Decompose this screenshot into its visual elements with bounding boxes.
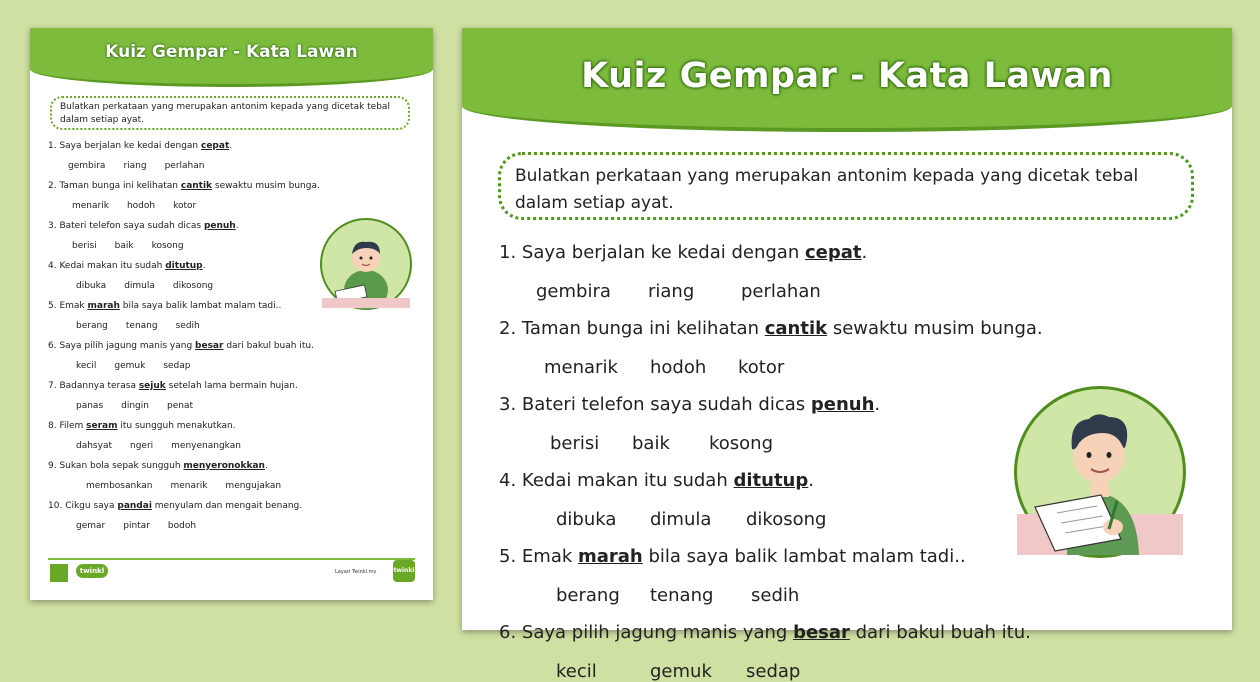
answer-option: riang: [648, 281, 695, 302]
twinkl-logo: twinkl: [76, 564, 108, 578]
question-number: 6.: [48, 341, 60, 351]
sentence-text: Badannya terasa: [59, 381, 139, 391]
answer-option: tenang: [125, 321, 158, 331]
question-number: 3.: [48, 221, 60, 231]
answer-options: [72, 241, 202, 251]
sentence-text: .: [874, 394, 881, 415]
question-sentence: [48, 181, 320, 191]
instruction-box: Bulatkan perkataan yang merupakan antonim kepada yang dicetak tebal dalam setiap ayat.: [498, 152, 1194, 220]
answer-option: riang: [123, 161, 147, 171]
sentence-text: .: [808, 470, 814, 491]
answer-option: gemar: [76, 521, 106, 531]
answer-options: [76, 401, 211, 411]
sentence-text: Taman bunga ini kelihatan: [59, 181, 181, 191]
twinkl-badge-logo: twinkl: [393, 560, 415, 582]
qr-code-icon: [50, 564, 68, 582]
answer-options: [76, 521, 214, 531]
answer-option: penat: [166, 401, 193, 411]
question-sentence: [499, 242, 867, 263]
answer-option: kecil: [556, 661, 597, 682]
sentence-text: .: [229, 141, 233, 151]
answer-option: berisi: [550, 433, 600, 454]
sentence-text: Saya berjalan ke kedai dengan: [521, 242, 805, 263]
bold-keyword: ditutup: [165, 261, 203, 271]
question-sentence: [48, 501, 302, 511]
sentence-text: .: [202, 261, 206, 271]
page-title: Kuiz Gempar - Kata Lawan: [581, 56, 1113, 96]
question-number: 7.: [48, 381, 60, 391]
question-sentence: [499, 318, 1043, 339]
question-number: 1.: [48, 141, 60, 151]
question-number: 5.: [48, 301, 60, 311]
sentence-text: .: [264, 461, 268, 471]
question-sentence: [48, 301, 281, 311]
thumbnail-instruction-box: Bulatkan perkataan yang merupakan antonim kepada yang dicetak tebal dalam setiap ayat.: [50, 96, 410, 130]
question-sentence: [499, 622, 1031, 643]
answer-options: [76, 281, 231, 291]
sentence-text: Bateri telefon saya sudah dicas: [59, 221, 204, 231]
bold-keyword: cantik: [180, 181, 213, 191]
sentence-text: menyulam dan mengait benang.: [151, 501, 303, 511]
sentence-text: Saya pilih jagung manis yang: [59, 341, 196, 351]
question-number: 6.: [499, 622, 522, 643]
sentence-text: bila saya balik lambat malam tadi..: [642, 546, 966, 567]
bold-keyword: besar: [793, 622, 850, 643]
question-number: 5.: [499, 546, 522, 567]
answer-option: menarik: [170, 481, 208, 491]
answer-option: gembira: [68, 161, 106, 171]
sentence-text: Taman bunga ini kelihatan: [521, 318, 765, 339]
answer-option: gembira: [536, 281, 611, 302]
answer-option: berang: [556, 585, 620, 606]
answer-options: [550, 433, 773, 454]
sentence-text: Emak: [521, 546, 578, 567]
footer-site-text: Layari Twinkl.my: [335, 569, 377, 575]
bold-keyword: marah: [578, 546, 643, 567]
question-number: 3.: [499, 394, 522, 415]
answer-option: dikosong: [746, 509, 827, 530]
answer-option: ngeri: [130, 441, 154, 451]
question-number: 4.: [499, 470, 522, 491]
answer-option: kosong: [709, 433, 774, 454]
sentence-text: Bateri telefon saya sudah dicas: [521, 394, 811, 415]
question-sentence: [48, 421, 236, 431]
answer-options: [72, 201, 214, 211]
answer-option: perlahan: [741, 281, 821, 302]
question-sentence: [48, 261, 206, 271]
answer-option: dimula: [650, 509, 712, 530]
answer-option: membosankan: [86, 481, 153, 491]
question-sentence: [48, 141, 232, 151]
answer-option: menarik: [72, 201, 109, 211]
answer-option: tenang: [650, 585, 714, 606]
answer-options: [76, 321, 218, 331]
answer-options: [76, 441, 259, 451]
sentence-text: Emak: [59, 301, 88, 311]
bold-keyword: besar: [195, 341, 224, 351]
answer-option: sedap: [163, 361, 191, 371]
answer-options: [556, 661, 800, 682]
question-sentence: [48, 461, 268, 471]
answer-option: dingin: [121, 401, 149, 411]
sentence-text: Sukan bola sepak sungguh: [59, 461, 184, 471]
boy-writing-illustration-large: [1014, 386, 1186, 558]
bold-keyword: cepat: [804, 242, 862, 263]
answer-options: [68, 161, 222, 171]
answer-option: menarik: [544, 357, 618, 378]
bold-keyword: penuh: [810, 394, 875, 415]
answer-option: gemuk: [114, 361, 146, 371]
answer-option: bodoh: [167, 521, 197, 531]
question-sentence: [48, 221, 239, 231]
answer-option: hodoh: [126, 201, 156, 211]
sentence-text: Cikgu saya: [65, 501, 118, 511]
answer-option: kosong: [151, 241, 184, 251]
question-number: 9.: [48, 461, 60, 471]
question-number: 8.: [48, 421, 60, 431]
answer-option: baik: [632, 433, 670, 454]
answer-option: baik: [114, 241, 134, 251]
answer-option: sedap: [746, 661, 801, 682]
thumbnail-title: Kuiz Gempar - Kata Lawan: [105, 42, 358, 62]
answer-option: hodoh: [650, 357, 707, 378]
answer-option: dimula: [124, 281, 155, 291]
answer-option: kotor: [173, 201, 197, 211]
answer-option: menyenangkan: [171, 441, 241, 451]
boy-writing-illustration: [320, 218, 412, 310]
answer-option: dibuka: [76, 281, 107, 291]
sentence-text: Filem: [59, 421, 87, 431]
sentence-text: .: [861, 242, 868, 263]
answer-options: [86, 481, 299, 491]
question-sentence: [48, 341, 314, 351]
sentence-text: Kedai makan itu sudah: [521, 470, 734, 491]
answer-option: kecil: [76, 361, 97, 371]
question-number: 1.: [499, 242, 522, 263]
question-sentence: [499, 394, 880, 415]
worksheet-thumbnail: [30, 28, 433, 600]
thumbnail-footer-rule: [48, 558, 415, 560]
answer-option: sedih: [751, 585, 800, 606]
bold-keyword: cantik: [764, 318, 828, 339]
question-number: 2.: [48, 181, 60, 191]
sentence-text: Saya berjalan ke kedai dengan: [59, 141, 201, 151]
bold-keyword: menyeronokkan: [183, 461, 265, 471]
sentence-text: dari bakul buah itu.: [849, 622, 1031, 643]
bold-keyword: marah: [87, 301, 120, 311]
answer-option: dikosong: [172, 281, 214, 291]
question-sentence: [499, 546, 966, 567]
sentence-text: sewaktu musim bunga.: [827, 318, 1043, 339]
bold-keyword: cepat: [200, 141, 230, 151]
sentence-text: itu sungguh menakutkan.: [117, 421, 236, 431]
bold-keyword: ditutup: [733, 470, 809, 491]
question-number: 2.: [499, 318, 522, 339]
answer-option: panas: [76, 401, 104, 411]
bold-keyword: pandai: [117, 501, 152, 511]
sentence-text: Saya pilih jagung manis yang: [521, 622, 794, 643]
question-number: 10.: [48, 501, 66, 511]
sentence-text: bila saya balik lambat malam tadi..: [119, 301, 282, 311]
answer-option: berang: [76, 321, 108, 331]
answer-option: berisi: [72, 241, 97, 251]
sentence-text: setelah lama bermain hujan.: [165, 381, 298, 391]
answer-options: [556, 585, 799, 606]
worksheet-zoomed: [462, 28, 1232, 682]
bold-keyword: penuh: [203, 221, 236, 231]
answer-option: gemuk: [650, 661, 712, 682]
answer-option: kotor: [738, 357, 785, 378]
bold-keyword: seram: [86, 421, 118, 431]
sentence-text: dari bakul buah itu.: [223, 341, 314, 351]
bold-keyword: sejuk: [138, 381, 166, 391]
sentence-text: sewaktu musim bunga.: [212, 181, 320, 191]
sentence-text: .: [235, 221, 239, 231]
answer-options: [536, 281, 821, 302]
question-number: 4.: [48, 261, 60, 271]
answer-option: dibuka: [556, 509, 617, 530]
answer-option: perlahan: [164, 161, 205, 171]
answer-option: mengujakan: [225, 481, 282, 491]
answer-option: dahsyat: [76, 441, 112, 451]
answer-options: [76, 361, 209, 371]
answer-option: pintar: [123, 521, 150, 531]
question-sentence: [48, 381, 298, 391]
question-sentence: [499, 470, 814, 491]
sentence-text: Kedai makan itu sudah: [59, 261, 166, 271]
answer-options: [544, 357, 784, 378]
answer-option: sedih: [175, 321, 200, 331]
answer-options: [556, 509, 826, 530]
